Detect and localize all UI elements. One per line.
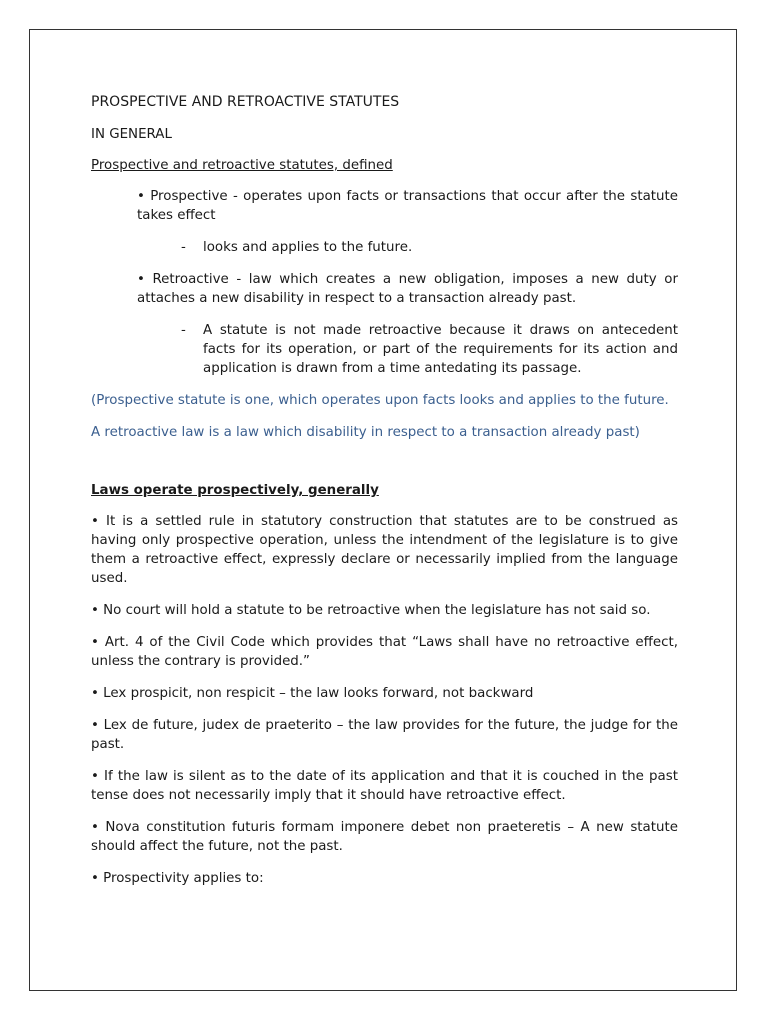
list-item: • If the law is silent as to the date of its application and that it is couched in the past tense does not necessarily imply that it should have retroactive effect. [91,769,678,803]
document-subtitle: IN GENERAL [91,127,172,142]
list-item: • Art. 4 of the Civil Code which provides that “Laws shall have no retroactive effect, unless the contrary is provided.” [91,635,678,669]
retroactive-dash-text: A statute is not made retroactive because it draws on antecedent facts for its operation, or part of the requirements for its action and application is drawn from a time antedating its passage. [203,323,678,376]
section-heading-prospective-operation: Laws operate prospectively, generally [91,483,379,498]
note-prospective: (Prospective statute is one, which operates upon facts looks and applies to the future. [91,393,669,408]
prospective-dash-item [181,238,678,257]
retroactive-dash-item [181,321,678,378]
dash-marker: - [181,240,186,255]
list-item: • Lex de future, judex de praeterito – the law provides for the future, the judge for the past. [91,718,678,752]
section-gap [91,455,678,481]
note-retroactive: A retroactive law is a law which disability in respect to a transaction already past) [91,425,640,440]
prospective-definition: • Prospective - operates upon facts or transactions that occur after the statute takes effect [137,189,678,223]
list-item: • No court will hold a statute to be retroactive when the legislature has not said so. [91,603,651,618]
document-page [29,29,737,991]
document-content [91,93,678,901]
list-item: • Nova constitution futuris formam imponere debet non praeteretis – A new statute should affect the future, not the past. [91,820,678,854]
list-item: • It is a settled rule in statutory construction that statutes are to be construed as having only prospective operation, unless the intendment of the legislature is to give them a retroactive effect, expressly declare or necessarily implied from the language used. [91,514,678,586]
list-item: • Prospectivity applies to: [91,871,264,886]
retroactive-definition: • Retroactive - law which creates a new obligation, imposes a new duty or attaches a new disability in respect to a transaction already past. [137,272,678,306]
section-heading-definitions: Prospective and retroactive statutes, defined [91,158,393,173]
document-title: PROSPECTIVE AND RETROACTIVE STATUTES [91,94,400,110]
list-item: • Lex prospicit, non respicit – the law looks forward, not backward [91,686,534,701]
dash-marker: - [181,323,186,338]
prospective-dash-text: looks and applies to the future. [203,240,413,255]
